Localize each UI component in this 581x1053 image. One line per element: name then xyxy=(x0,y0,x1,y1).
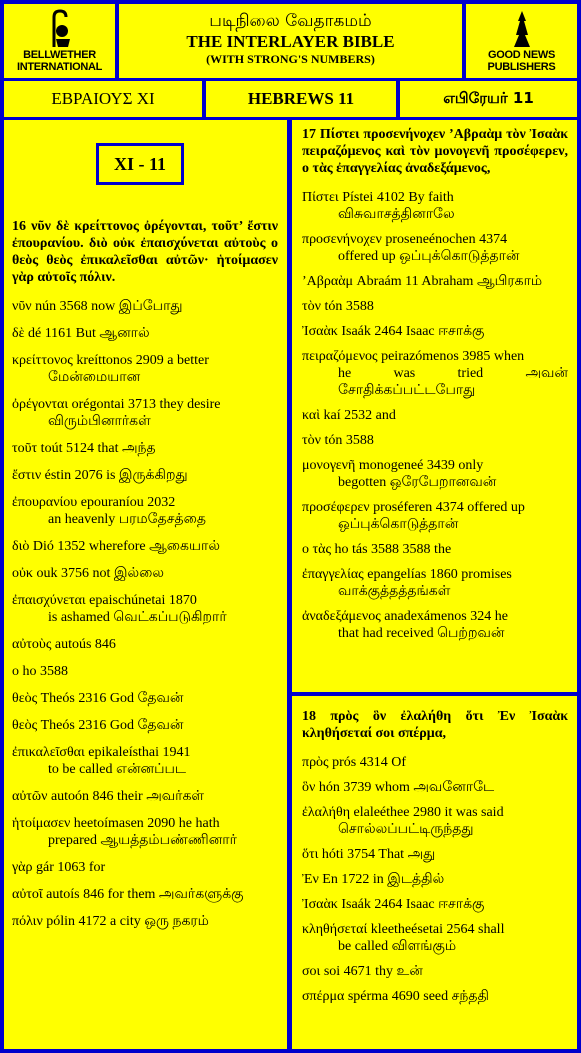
word-entry-line: κληθήσεταί kleetheésetai 2564 shall xyxy=(302,922,505,937)
word-entry-line: ἐπαγγελίας epangelías 1860 promises xyxy=(302,567,512,582)
tower-icon xyxy=(504,9,540,49)
word-entry-line: ὀρέγονται orégontai 3713 they desire xyxy=(12,397,221,412)
word-entry-line: ὅτι hóti 3754 That அது xyxy=(302,847,436,862)
word-entry xyxy=(302,323,568,340)
word-entry-line: δὲ dé 1161 But ஆனால் xyxy=(12,326,150,341)
right-logo-text-1: GOOD NEWS xyxy=(488,49,555,61)
word-entry-line: Ἐν En 1722 in இடத்தில் xyxy=(302,872,445,887)
word-entry-line: οὐκ ouk 3756 not இல்லை xyxy=(12,566,164,581)
left-logo-text-1: BELLWETHER xyxy=(23,49,96,61)
word-entry xyxy=(302,457,568,491)
verse-17: 17 Πίστει προσενήνοχεν ’Αβραὰμ τὸν Ἰσαὰκ πειραζόμενος καὶ τὸν μονογενῆ προσέφερεν, ο τὰς ἐπαγγελίας ἀναδεξάμενος, xyxy=(302,127,568,176)
word-entry-continuation: is ashamed வெட்கப்படுகிறார் xyxy=(48,610,227,625)
book-greek: ΕΒΡΑΙΟΥΣ XI xyxy=(4,81,202,117)
chapter-label: XI - 11 xyxy=(96,143,184,185)
word-entry-continuation: begotten ஒரேபேறானவன் xyxy=(338,475,497,490)
word-entry-continuation: விரும்பினார்கள் xyxy=(48,414,151,429)
word-entry xyxy=(12,565,278,582)
word-entry xyxy=(302,754,568,771)
word-entry-line: ὃν hón 3739 whom அவனோடே xyxy=(302,780,495,795)
word-entry xyxy=(12,298,278,315)
title-subtitle: (WITH STRONG'S NUMBERS) xyxy=(206,52,375,66)
right-top-column xyxy=(302,126,568,650)
word-entry xyxy=(12,538,278,555)
word-entry-line: γὰρ gár 1063 for xyxy=(12,860,106,875)
title-block xyxy=(119,4,462,78)
word-entry xyxy=(12,663,278,680)
word-entry xyxy=(12,440,278,457)
word-entry-line: Ἰσαὰκ Isaák 2464 Isaac ஈசாக்கு xyxy=(302,897,485,912)
word-entry-line: ἐπαισχύνεται epaischúnetai 1870 xyxy=(12,593,197,608)
word-entry-line: καὶ kaí 2532 and xyxy=(302,408,396,423)
word-entry-continuation: விசுவாசத்தினாலே xyxy=(338,207,455,222)
word-entry xyxy=(302,541,568,558)
word-entry-line: Πίστει Pístei 4102 By faith xyxy=(302,190,454,205)
book-english: HEBREWS 11 xyxy=(206,81,396,117)
word-entry-continuation: மேன்மையான xyxy=(48,370,141,385)
word-entry xyxy=(302,432,568,449)
word-entry xyxy=(12,859,278,876)
right-top-entries xyxy=(302,189,568,642)
left-entries xyxy=(12,298,278,930)
word-entry xyxy=(302,348,568,399)
shepherd-staff-icon xyxy=(40,9,80,49)
verse-18: 18 πρὸς ὃν ἐλαλήθη ὅτι Ἐν Ἰσαὰκ κληθήσεταί σοι σπέρμα, xyxy=(302,709,568,741)
good-news-logo xyxy=(466,4,577,78)
word-entry-continuation: வாக்குத்தத்தங்கள் xyxy=(338,584,451,599)
word-entry xyxy=(12,788,278,805)
word-entry xyxy=(302,871,568,888)
word-entry-line: τὸν tón 3588 xyxy=(302,433,374,448)
word-entry-line: ο ho 3588 xyxy=(12,664,68,679)
word-entry xyxy=(302,988,568,1005)
word-entry xyxy=(12,494,278,528)
word-entry-line: θεὸς Theós 2316 God தேவன் xyxy=(12,691,184,706)
word-entry-line: ἐλαλήθη elaleéthee 2980 it was said xyxy=(302,805,504,820)
word-entry xyxy=(12,717,278,734)
word-entry-continuation: he was tried அவன் சோதிக்கப்பட்டபோது xyxy=(338,366,568,398)
word-entry-line: αὐτοῖ autoís 846 for them அவர்களுக்கு xyxy=(12,887,244,902)
word-entry xyxy=(302,566,568,600)
word-entry xyxy=(12,744,278,778)
word-entry xyxy=(12,467,278,484)
word-entry xyxy=(12,815,278,849)
word-entry xyxy=(302,896,568,913)
word-entry xyxy=(12,396,278,430)
word-entry-line: πόλιν pólin 4172 a city ஒரு நகரம் xyxy=(12,914,209,929)
word-entry xyxy=(302,298,568,315)
word-entry-continuation: prepared ஆயத்தம்பண்ணினார் xyxy=(48,833,237,848)
word-entry-line: πρὸς prós 4314 Of xyxy=(302,755,406,770)
word-entry-continuation: ஒப்புக்கொடுத்தான் xyxy=(338,517,459,532)
word-entry-continuation: be called விளங்கும் xyxy=(338,939,457,954)
word-entry-line: ἐπικαλεῖσθαι epikaleísthai 1941 xyxy=(12,745,191,760)
word-entry xyxy=(302,963,568,980)
word-entry xyxy=(302,189,568,223)
word-entry xyxy=(302,273,568,290)
word-entry-continuation: that had received பெற்றவன் xyxy=(338,626,505,641)
word-entry-continuation: to be called என்னப்பட xyxy=(48,762,187,777)
word-entry xyxy=(302,231,568,265)
right-bottom-column xyxy=(302,708,568,1013)
left-logo-text-2: INTERNATIONAL xyxy=(16,61,103,73)
word-entry xyxy=(302,499,568,533)
word-entry xyxy=(12,325,278,342)
word-entry-line: νῦν nún 3568 now இப்போது xyxy=(12,299,183,314)
left-column xyxy=(12,218,278,940)
word-entry-line: προσενήνοχεν proseneénochen 4374 xyxy=(302,232,508,247)
word-entry-continuation: offered up ஒப்புக்கொடுத்தான் xyxy=(338,249,520,264)
word-entry xyxy=(12,636,278,653)
word-entry-continuation: an heavenly பரமதேசத்தை xyxy=(48,512,206,527)
title-tamil: படிநிலை வேதாகமம் xyxy=(209,11,372,31)
word-entry xyxy=(12,886,278,903)
word-entry-line: προσέφερεν proséferen 4374 offered up xyxy=(302,500,525,515)
book-tamil: எபிரேயர் 11 xyxy=(400,81,577,117)
word-entry xyxy=(302,921,568,955)
word-entry-line: τὸν tón 3588 xyxy=(302,299,374,314)
word-entry-line: ἡτοίμασεν heetoímasen 2090 he hath xyxy=(12,816,220,831)
right-bottom-entries xyxy=(302,754,568,1005)
title-english: THE INTERLAYER BIBLE xyxy=(186,32,395,51)
word-entry-line: ἐπουρανίου epouraníou 2032 xyxy=(12,495,176,510)
word-entry-line: αὐτῶν autoón 846 their அவர்கள் xyxy=(12,789,205,804)
word-entry xyxy=(302,804,568,838)
verse-16: 16 νῦν δὲ κρείττονος ὀρέγονται, τοῦτ’ ἔστιν ἐπουρανίου. διὸ οὐκ ἐπαισχύνεται αὐτοὺς ο θεὸς θεὸς ἐπικαλεῖσθαι αὐτῶν· ἡτοίμασεν γὰρ αὐτοῖς πόλιν. xyxy=(12,219,278,285)
word-entry xyxy=(12,913,278,930)
word-entry-line: τοῦτ toút 5124 that அந்த xyxy=(12,441,156,456)
word-entry-continuation: சொல்லப்பட்டிருந்தது xyxy=(338,822,474,837)
right-logo-text-2: PUBLISHERS xyxy=(487,61,556,73)
word-entry-line: διὸ Dió 1352 wherefore ஆகையால் xyxy=(12,539,220,554)
word-entry-line: πειραζόμενος peirazómenos 3985 when xyxy=(302,349,525,364)
word-entry-line: σπέρμα spérma 4690 seed சந்ததி xyxy=(302,989,489,1004)
word-entry xyxy=(302,846,568,863)
word-entry-line: ἀναδεξάμενος anadexámenos 324 he xyxy=(302,609,508,624)
word-entry xyxy=(12,592,278,626)
word-entry xyxy=(302,608,568,642)
word-entry-line: θεὸς Theós 2316 God தேவன் xyxy=(12,718,184,733)
word-entry-line: σοι soi 4671 thy உன் xyxy=(302,964,423,979)
word-entry-line: μονογενῆ monogeneé 3439 only xyxy=(302,458,484,473)
word-entry-line: ’Αβραὰμ Abraám 11 Abraham ஆபிரகாம் xyxy=(302,274,543,289)
word-entry-line: Ἰσαὰκ Isaák 2464 Isaac ஈசாக்கு xyxy=(302,324,485,339)
word-entry-line: κρείττονος kreíttonos 2909 a better xyxy=(12,353,209,368)
word-entry-line: ο τὰς ho tás 3588 3588 the xyxy=(302,542,452,557)
word-entry xyxy=(302,779,568,796)
word-entry-line: αὐτοὺς autoús 846 xyxy=(12,637,116,652)
bellwether-logo xyxy=(4,4,115,78)
word-entry xyxy=(302,407,568,424)
word-entry xyxy=(12,352,278,386)
word-entry-line: ἔστιν éstin 2076 is இருக்கிறது xyxy=(12,468,188,483)
word-entry xyxy=(12,690,278,707)
